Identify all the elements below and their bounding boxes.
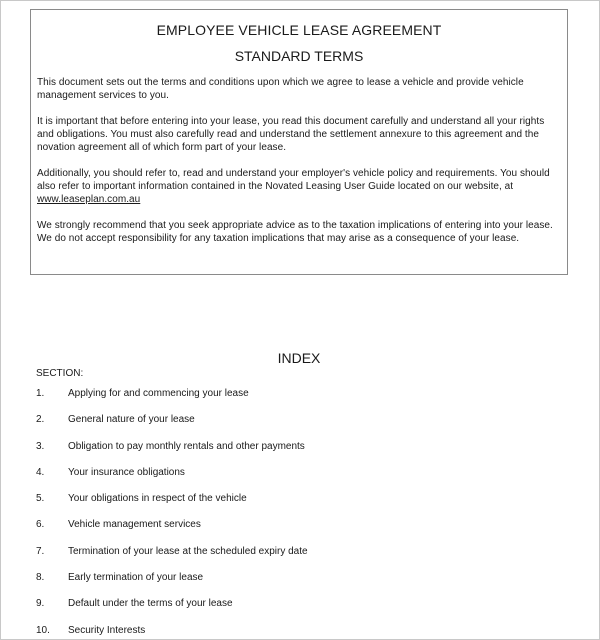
index-item-label: Default under the terms of your lease — [68, 598, 233, 610]
index-item-number: 1. — [36, 388, 45, 399]
index-item-label: Your obligations in respect of the vehicle — [68, 493, 247, 505]
index-item-number: 8. — [36, 572, 45, 584]
index-item — [36, 466, 308, 492]
terms-paragraph-taxation: We strongly recommend that you seek appropriate advice as to the taxation implications of entering into your lease. We do not accept responsibility for any taxation implications that may arise as a consequence of your lease. — [37, 220, 553, 244]
index-item-number: 6. — [36, 519, 45, 531]
section-label: SECTION: — [36, 368, 84, 379]
index-item-label: Applying for and commencing your lease — [68, 388, 249, 399]
index-item-label: Termination of your lease at the scheduled expiry date — [68, 545, 308, 557]
index-item — [36, 413, 308, 439]
index-item — [36, 571, 308, 597]
terms-paragraph-policy — [37, 167, 561, 206]
index-item — [36, 440, 308, 466]
index-item-number: 5. — [36, 493, 45, 505]
index-item-label: Obligation to pay monthly rentals and other payments — [68, 440, 305, 452]
index-list — [36, 387, 308, 640]
index-item-label: Security Interests — [68, 624, 146, 636]
index-item — [36, 597, 308, 623]
terms-paragraph-intro: This document sets out the terms and conditions upon which we agree to lease a vehicle and provide vehicle management services to you. — [37, 77, 524, 101]
index-item — [36, 387, 308, 413]
terms-paragraph-policy-text: Additionally, you should refer to, read and understand your employer's vehicle policy and requirements. You should also refer to important information contained in the Novated Leasing User Guide located on our website, at — [37, 168, 550, 192]
leaseplan-website-link[interactable]: www.leaseplan.com.au — [37, 194, 141, 205]
index-item-label: General nature of your lease — [68, 414, 195, 426]
index-item-number: 4. — [36, 466, 45, 478]
index-title: INDEX — [277, 350, 321, 366]
index-item — [36, 492, 308, 518]
standard-terms-box — [30, 9, 568, 275]
index-item-number: 9. — [36, 598, 45, 610]
index-item-label: Your insurance obligations — [68, 466, 185, 478]
index-item — [36, 545, 308, 571]
index-item — [36, 518, 308, 544]
terms-paragraph-rights: It is important that before entering into your lease, you read this document carefully and understand all your rights and obligations. You must also carefully read and understand the settlement annexure to this agreement and the novation agreement all of which form part of your lease. — [37, 116, 545, 153]
document-subtitle: STANDARD TERMS — [234, 48, 364, 64]
index-item-number: 7. — [36, 545, 45, 557]
index-item-label: Vehicle management services — [68, 519, 201, 531]
index-item-number: 3. — [36, 440, 45, 452]
document-title: EMPLOYEE VEHICLE LEASE AGREEMENT — [156, 22, 442, 38]
index-item-number: 10. — [36, 624, 50, 636]
index-item-number: 2. — [36, 414, 45, 426]
index-item-label: Early termination of your lease — [68, 572, 204, 584]
index-item — [36, 624, 308, 640]
